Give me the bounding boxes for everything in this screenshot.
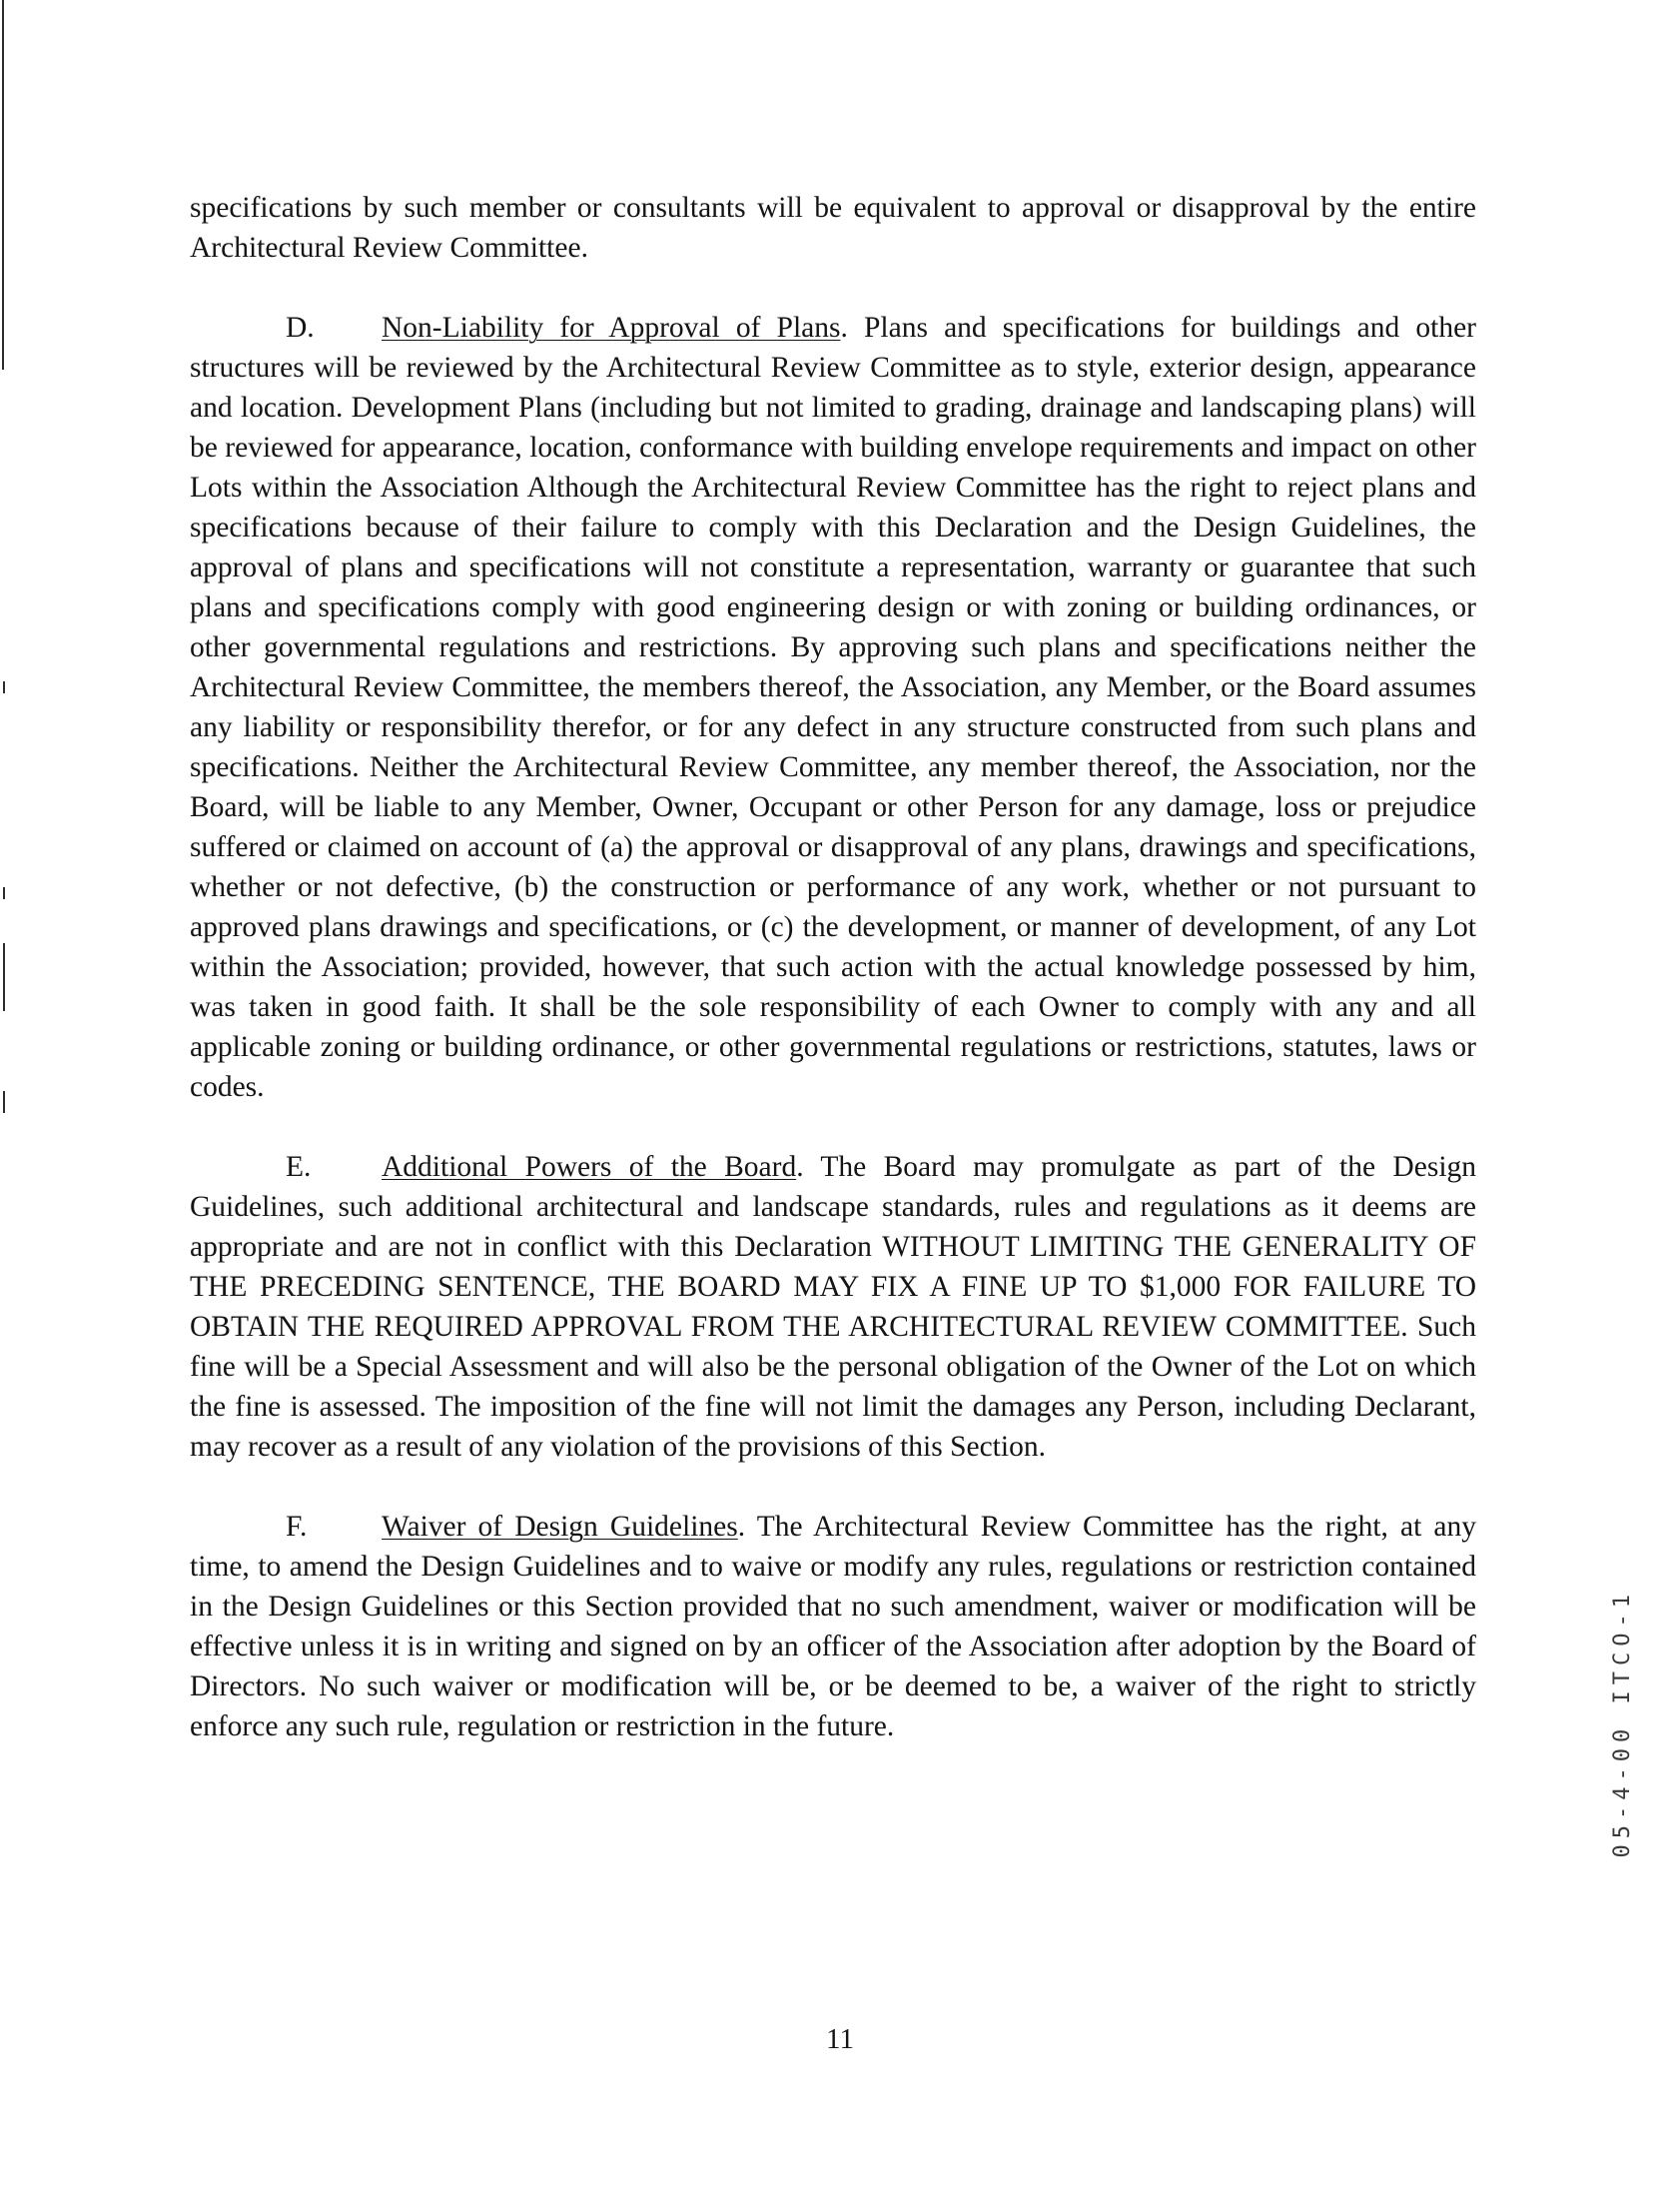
section-body: . Plans and specifications for buildings and other structures will be reviewed by the Architectural Review Committee as to style, exterior design, appearance and location. Development Plans (including but not limited to grading, drainage and landscaping plans) will be reviewed for appearance, location, conformance with building envelope requirements and impact on other Lots within the Association Although the Architectural Review Committee has the right to reject plans and specifications because of their failure to comply with this Declaration and the Design Guidelines, the approval of plans and specifications will not constitute a representation, warranty or guarantee that such plans and specifications comply with good engineering design or with zoning or building ordinances, or other governmental regulations and restrictions. By approving such plans and specifications neither the Architectural Review Committee, the members thereof, the Association, any Member, or the Board assumes any liability or responsibility therefor, or for any defect in any structure constructed from such plans and specifications. Neither the Architectural Review Committee, any member thereof, the Association, nor the Board, will be liable to any Member, Owner, Occupant or other Person for any damage, loss or prejudice suffered or claimed on account of (a) the approval or disapproval of any plans, drawings and specifications, whether or not defective, (b) the construction or performance of any work, whether or not pursuant to approved plans drawings and specifications, or (c) the development, or manner of development, of any Lot within the Association; provided, however, that such action with the actual knowledge possessed by him, was taken in good faith. It shall be the sole responsibility of each Owner to comply with any and all applicable zoning or building ordinance, or other governmental regulations or restrictions, statutes, laws or codes. — [190, 312, 1476, 1103]
section-letter: E. — [286, 1151, 312, 1183]
scan-edge-mark — [2, 0, 4, 370]
section-letter: F. — [286, 1511, 308, 1543]
scan-edge-mark — [3, 1091, 5, 1113]
section-title: Additional Powers of the Board — [382, 1151, 797, 1183]
section-letter: D. — [286, 312, 315, 344]
scan-edge-mark — [3, 681, 5, 693]
section-title: Non-Liability for Approval of Plans — [382, 312, 841, 344]
section-e-paragraph — [190, 1147, 1476, 1467]
scan-edge-mark — [3, 887, 5, 899]
document-body — [190, 188, 1476, 1786]
continuation-paragraph: specifications by such member or consultants will be equivalent to approval or disapproval by the entire Architectural Review Committee. — [190, 192, 1476, 264]
scan-edge-mark — [3, 943, 5, 1011]
section-d-paragraph — [190, 308, 1476, 1107]
section-body: . The Architectural Review Committee has the right, at any time, to amend the Design Guidelines and to waive or modify any rules, regulations or restriction contained in the Design Guidelines or this Section provided that no such amendment, waiver or modification will be effective unless it is in writing and signed on by an officer of the Association after adoption by the Board of Directors. No such waiver or modification will be, or be deemed to be, a waiver of the right to strictly enforce any such rule, regulation or restriction in the future. — [190, 1511, 1477, 1742]
section-title: Waiver of Design Guidelines — [382, 1511, 738, 1543]
section-f-paragraph — [190, 1507, 1476, 1746]
recording-stamp-text: 05-4-00 ITCO-1 — [1610, 1589, 1635, 1858]
page-number: 11 — [826, 2023, 854, 2055]
recording-stamp — [1610, 1589, 1644, 1948]
section-body: . The Board may promulgate as part of the Design Guidelines, such additional architectural and landscape standards, rules and regulations as it deems are appropriate and are not in conflict with this Declaration WITHOUT LIMITING THE GENERALITY OF THE PRECEDING SENTENCE, THE BOARD MAY FIX A FINE UP TO $1,000 FOR FAILURE TO OBTAIN THE REQUIRED APPROVAL FROM THE ARCHITECTURAL REVIEW COMMITTEE. Such fine will be a Special Assessment and will also be the personal obligation of the Owner of the Lot on which the fine is assessed. The imposition of the fine will not limit the damages any Person, including Declarant, may recover as a result of any violation of the provisions of this Section. — [190, 1151, 1477, 1463]
